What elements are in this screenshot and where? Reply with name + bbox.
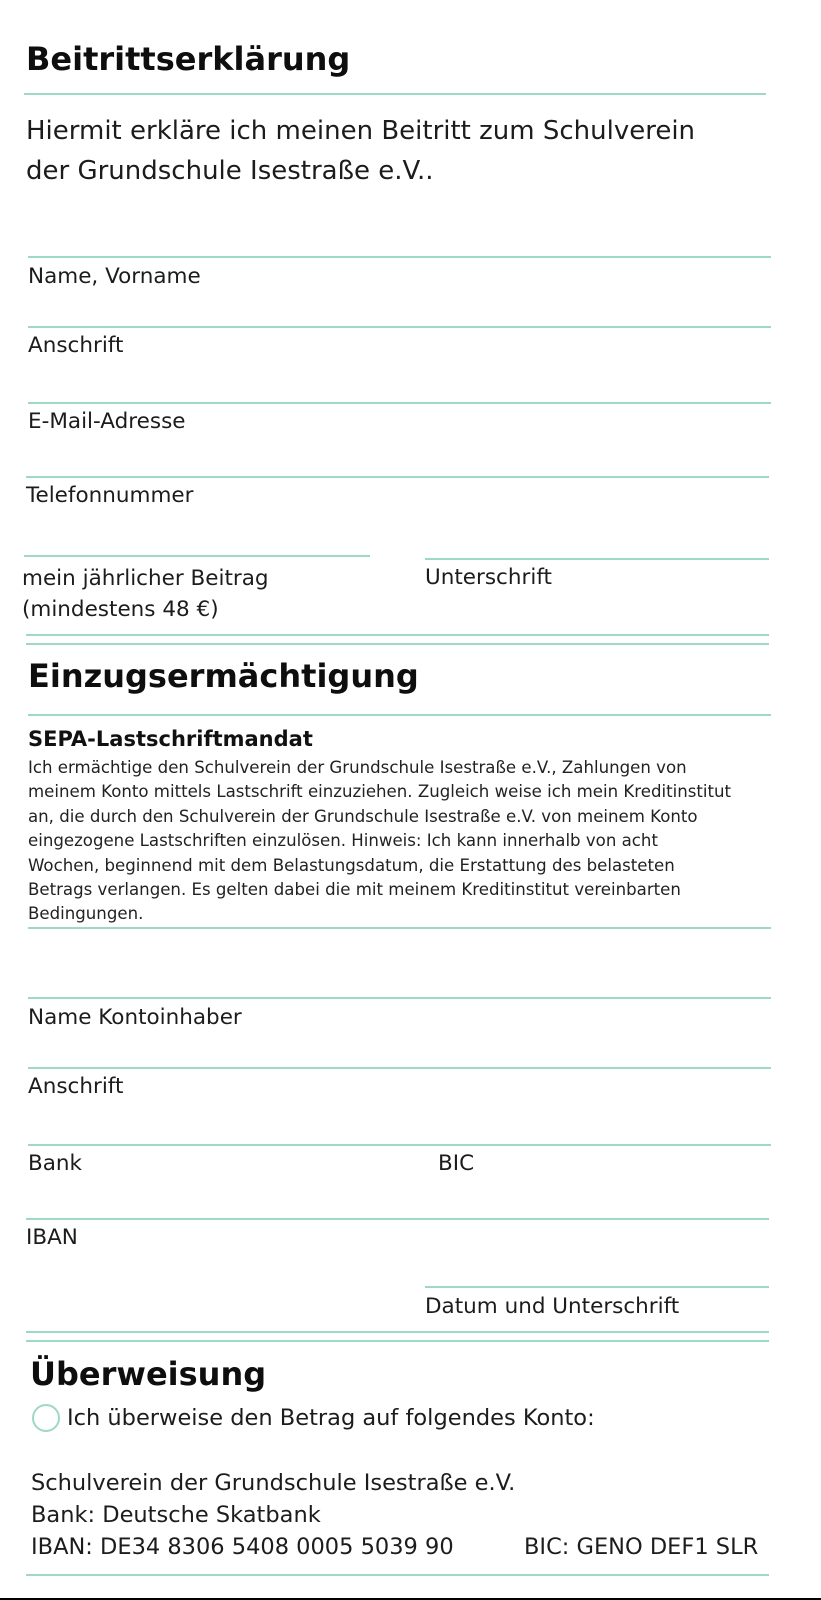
- transfer-bic: BIC: GENO DEF1 SLR: [524, 1534, 759, 1560]
- title-rule: [24, 93, 766, 95]
- transfer-title: Überweisung: [30, 1355, 267, 1393]
- intro-line-2: der Grundschule Isestraße e.V..: [26, 156, 434, 186]
- iban-field-label: IBAN: [26, 1225, 78, 1250]
- address-field-line[interactable]: [28, 326, 771, 328]
- contribution-label-line-1: mein jährlicher Beitrag: [22, 566, 269, 591]
- bic-field-label: BIC: [438, 1151, 475, 1176]
- bottom-rule: [26, 1574, 769, 1576]
- sepa-line: Ich ermächtige den Schulverein der Grundschule Isestraße e.V., Zahlungen von: [28, 758, 687, 777]
- intro-text: [26, 111, 695, 191]
- transfer-option-label: Ich überweise den Betrag auf folgendes Konto:: [67, 1405, 595, 1431]
- sepa-line: eingezogene Lastschriften einzulösen. Hinweis: Ich kann innerhalb von acht: [28, 831, 658, 851]
- bank-field-label: Bank: [28, 1151, 83, 1176]
- phone-field-label: Telefonnummer: [26, 483, 194, 508]
- account-holder-field-line[interactable]: [28, 997, 771, 999]
- transfer-iban: IBAN: DE34 8306 5408 0005 5039 90: [31, 1534, 454, 1560]
- transfer-account-details: [31, 1467, 515, 1563]
- sepa-title: SEPA-Lastschriftmandat: [28, 727, 313, 751]
- date-signature-field-line[interactable]: [425, 1286, 769, 1288]
- contribution-field-line[interactable]: [24, 555, 370, 557]
- section-divider-1b: [26, 643, 769, 645]
- transfer-recipient: Schulverein der Grundschule Isestraße e.V.: [31, 1470, 516, 1496]
- sepa-text: [28, 756, 731, 927]
- signature-field-line[interactable]: [425, 558, 769, 560]
- bank-bic-field-line[interactable]: [28, 1144, 771, 1146]
- name-field-label: Name, Vorname: [28, 264, 201, 289]
- iban-field-line[interactable]: [26, 1218, 769, 1220]
- date-signature-field-label: Datum und Unterschrift: [425, 1294, 680, 1319]
- transfer-bank: Bank: Deutsche Skatbank: [31, 1502, 321, 1528]
- section-divider-2b: [26, 1340, 769, 1342]
- section-divider-2a: [26, 1331, 769, 1333]
- sepa-line: an, die durch den Schulverein der Grundschule Isestraße e.V. von meinem Konto: [28, 806, 698, 826]
- direct-debit-title-rule: [28, 714, 771, 716]
- phone-field-line[interactable]: [26, 476, 769, 478]
- section-divider-1a: [26, 634, 769, 636]
- contribution-field-label: [22, 563, 269, 625]
- email-field-line[interactable]: [28, 402, 771, 404]
- sepa-line: Betrags verlangen. Es gelten dabei die mit meinem Kreditinstitut vereinbarten: [28, 880, 681, 900]
- transfer-option-radio[interactable]: [32, 1404, 60, 1432]
- sepa-line: Bedingungen.: [28, 904, 144, 924]
- sepa-line: meinem Konto mittels Lastschrift einzuziehen. Zugleich weise ich mein Kreditinstitut: [28, 782, 732, 802]
- direct-debit-title: Einzugsermächtigung: [28, 657, 419, 695]
- membership-title: Beitrittserklärung: [26, 40, 351, 78]
- sepa-rule: [28, 927, 771, 929]
- sepa-line: Wochen, beginnend mit dem Belastungsdatum, die Erstattung des belasteten: [28, 855, 675, 875]
- name-field-line[interactable]: [28, 256, 771, 258]
- account-holder-field-label: Name Kontoinhaber: [28, 1005, 242, 1030]
- debit-address-field-label: Anschrift: [28, 1074, 124, 1099]
- intro-line-1: Hiermit erkläre ich meinen Beitritt zum Schulverein: [26, 116, 696, 146]
- contribution-label-line-2: (mindestens 48 €): [22, 597, 219, 622]
- signature-field-label: Unterschrift: [425, 565, 552, 590]
- email-field-label: E-Mail-Adresse: [28, 409, 186, 434]
- debit-address-field-line[interactable]: [28, 1067, 771, 1069]
- address-field-label: Anschrift: [28, 333, 124, 358]
